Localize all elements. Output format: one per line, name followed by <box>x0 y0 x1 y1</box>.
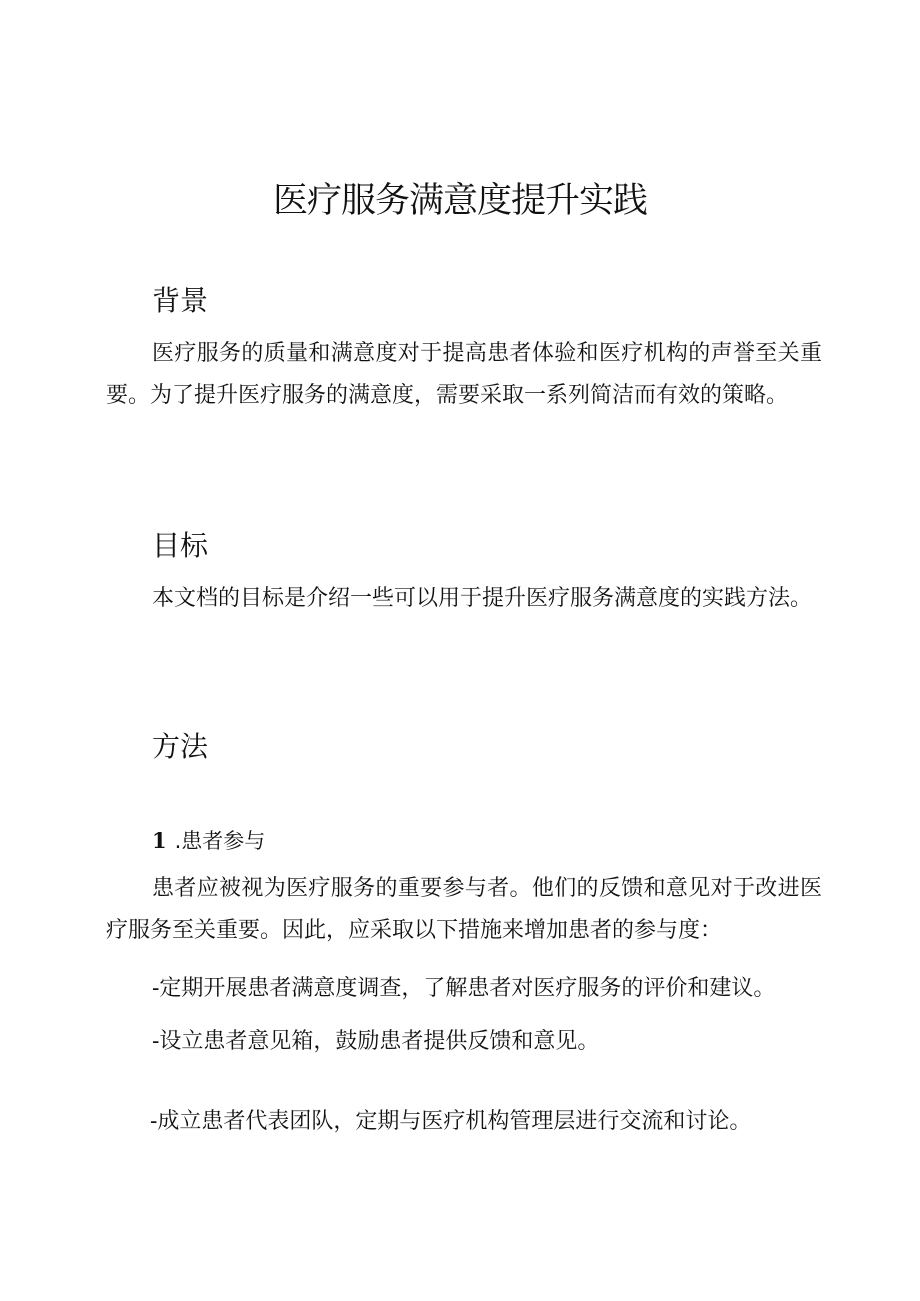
bullet-item: -设立患者意见箱，鼓励患者提供反馈和意见。 <box>152 1029 600 1054</box>
section-paragraph-background: 医疗服务的质量和满意度对于提高患者体验和医疗机构的声誉至关重要。为了提升医疗服务的满意度，需要采取一系列简洁而有效的策略。 <box>106 341 822 408</box>
subsection-paragraph: 患者应被视为医疗服务的重要参与者。他们的反馈和意见对于改进医疗服务至关重要。因此，应采取以下措施来增加患者的参与度： <box>106 876 822 943</box>
section-heading-background: 背景 <box>152 284 209 317</box>
section-heading-goal: 目标 <box>152 529 209 562</box>
subsection-number: 1 <box>152 828 167 853</box>
subsection-heading <box>152 826 265 856</box>
section-paragraph-goal: 本文档的目标是介绍一些可以用于提升医疗服务满意度的实践方法。 <box>152 586 813 611</box>
bullet-item: -定期开展患者满意度调查，了解患者对医疗服务的评价和建议。 <box>152 976 776 1001</box>
subsection-title: .患者参与 <box>174 829 266 853</box>
bullet-item: -成立患者代表团队，定期与医疗机构管理层进行交流和讨论。 <box>150 1109 752 1134</box>
document-title: 医疗服务满意度提升实践 <box>272 181 647 221</box>
section-heading-method: 方法 <box>152 730 209 763</box>
